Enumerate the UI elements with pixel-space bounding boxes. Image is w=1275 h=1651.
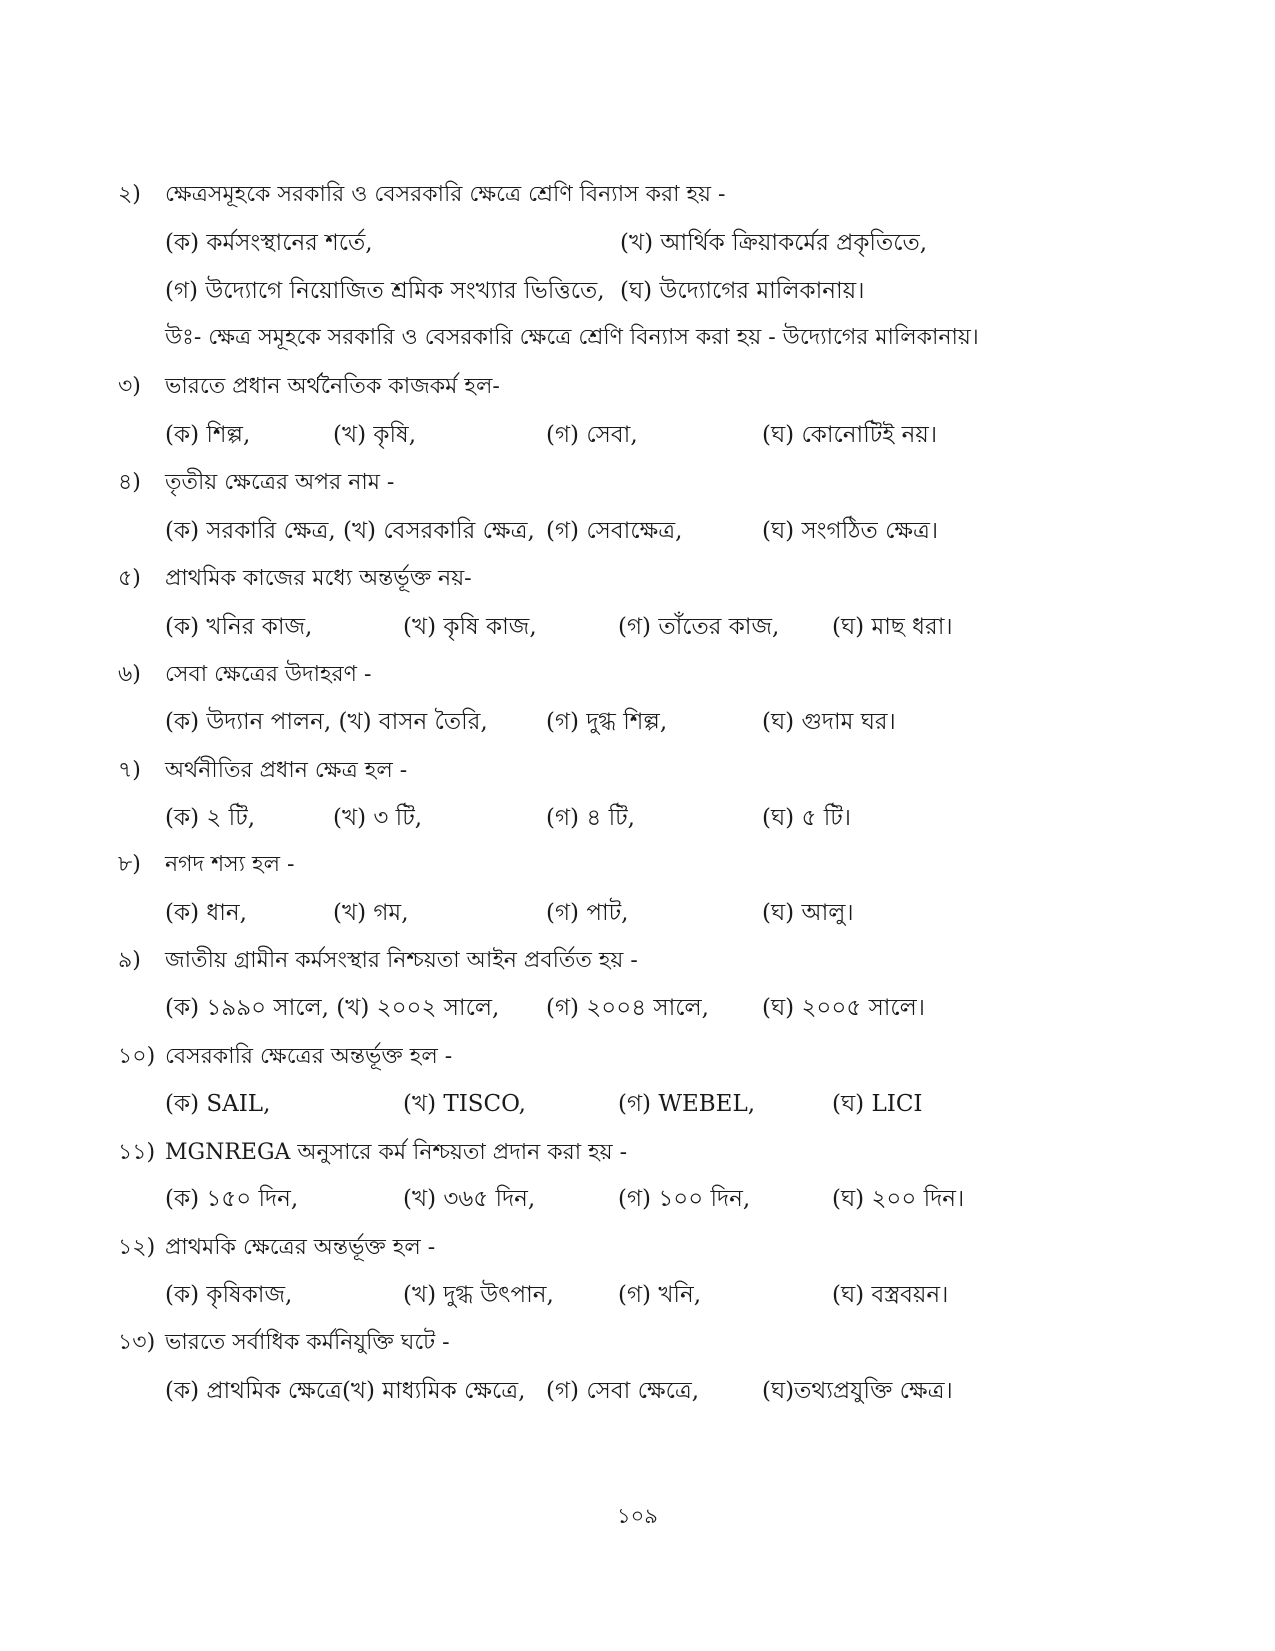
option: (গ) সেবাক্ষেত্র, bbox=[546, 518, 683, 544]
question-text: MGNREGA অনুসারে কর্ম নিশ্চয়তা প্রদান করা হয় - bbox=[165, 1140, 628, 1165]
question-text: ভারতে সর্বাধিক কর্মনিযুক্তি ঘটে - bbox=[165, 1330, 450, 1355]
option: (ঘ)তথ্যপ্রযুক্তি ক্ষেত্র। bbox=[762, 1378, 953, 1404]
option: (ঘ) গুদাম ঘর। bbox=[762, 709, 896, 735]
question-number: ১০) bbox=[118, 1044, 156, 1069]
option: (ঘ) বস্ত্রবয়ন। bbox=[832, 1282, 949, 1308]
question-text: বেসরকারি ক্ষেত্রের অন্তর্ভূক্ত হল - bbox=[165, 1044, 453, 1069]
option: (খ) ৩৬৫ দিন, bbox=[403, 1186, 536, 1212]
question-number: ৩) bbox=[118, 374, 141, 399]
option: (খ) গম, bbox=[333, 900, 409, 926]
question-number: ৯) bbox=[118, 948, 141, 973]
question-text: প্রাথমিক কাজের মধ্যে অন্তর্ভূক্ত নয়- bbox=[165, 566, 472, 591]
option: (গ) ২০০৪ সালে, bbox=[546, 995, 709, 1021]
question-text: ক্ষেত্রসমূহকে সরকারি ও বেসরকারি ক্ষেত্রে শ্রেণি বিন্যাস করা হয় - bbox=[165, 182, 726, 207]
option: (ক) ১৫০ দিন, bbox=[165, 1186, 299, 1212]
option: (গ) WEBEL, bbox=[618, 1091, 756, 1117]
option: (গ) দুগ্ধ শিল্প, bbox=[546, 709, 668, 735]
question-text: প্রাথমকি ক্ষেত্রের অন্তর্ভূক্ত হল - bbox=[165, 1235, 436, 1260]
question-number: ৪) bbox=[118, 470, 141, 495]
option: (ঘ) LICI bbox=[832, 1091, 923, 1117]
option: (ক) ১৯৯০ সালে, (খ) ২০০২ সালে, bbox=[165, 995, 500, 1021]
option: (গ) সেবা, bbox=[546, 422, 638, 448]
option: (খ) TISCO, bbox=[403, 1091, 526, 1117]
option: (গ) খনি, bbox=[618, 1282, 702, 1308]
option: (ক) ২ টি, bbox=[165, 805, 256, 831]
option: (ঘ) সংগঠিত ক্ষেত্র। bbox=[762, 518, 939, 544]
option: (ঘ) উদ্যোগের মালিকানায়। bbox=[620, 278, 865, 304]
option: (খ) দুগ্ধ উৎপান, bbox=[403, 1282, 554, 1308]
option: (ক) উদ্যান পালন, (খ) বাসন তৈরি, bbox=[165, 709, 488, 735]
option: (ক) SAIL, bbox=[165, 1091, 271, 1117]
option: (ক) ধান, bbox=[165, 900, 247, 926]
option: (ক) কর্মসংস্থানের শর্তে, bbox=[165, 230, 373, 256]
question-number: ৭) bbox=[118, 758, 141, 783]
question-number: ৬) bbox=[118, 662, 141, 687]
option: (ঘ) মাছ ধরা। bbox=[832, 614, 953, 640]
option: (ঘ) কোনোটিই নয়। bbox=[762, 422, 938, 448]
option: (ঘ) ২০০ দিন। bbox=[832, 1186, 965, 1212]
option: (খ) কৃষি কাজ, bbox=[403, 614, 537, 640]
question-text: অর্থনীতির প্রধান ক্ষেত্র হল - bbox=[165, 758, 408, 783]
question-text: সেবা ক্ষেত্রের উদাহরণ - bbox=[165, 662, 372, 687]
option: (গ) ৪ টি, bbox=[546, 805, 635, 831]
option: (ক) খনির কাজ, bbox=[165, 614, 313, 640]
option: (ঘ) আলু। bbox=[762, 900, 854, 926]
option: (গ) পাট, bbox=[546, 900, 629, 926]
option: (গ) ১০০ দিন, bbox=[618, 1186, 751, 1212]
option: (ঘ) ৫ টি। bbox=[762, 805, 852, 831]
question-text: জাতীয় গ্রামীন কর্মসংস্থার নিশ্চয়তা আইন প্রবর্তিত হয় - bbox=[165, 948, 638, 973]
page-number: ১০৯ bbox=[617, 1504, 658, 1528]
option: (খ) কৃষি, bbox=[333, 422, 417, 448]
answer-text: উঃ- ক্ষেত্র সমূহকে সরকারি ও বেসরকারি ক্ষেত্রে শ্রেণি বিন্যাস করা হয় - উদ্যোগের মালিকানায়। bbox=[165, 325, 979, 350]
option: (ক) প্রাথমিক ক্ষেত্রে(খ) মাধ্যমিক ক্ষেত্রে, bbox=[165, 1378, 526, 1404]
question-text: তৃতীয় ক্ষেত্রের অপর নাম - bbox=[165, 470, 395, 495]
option: (ঘ) ২০০৫ সালে। bbox=[762, 995, 926, 1021]
option: (গ) তাঁতের কাজ, bbox=[618, 614, 780, 640]
option: (ক) কৃষিকাজ, bbox=[165, 1282, 293, 1308]
question-number: ২) bbox=[118, 182, 141, 207]
option: (খ) ৩ টি, bbox=[333, 805, 423, 831]
question-number: ৫) bbox=[118, 566, 141, 591]
option: (খ) আর্থিক ক্রিয়াকর্মের প্রকৃতিতে, bbox=[620, 230, 928, 256]
option: (গ) সেবা ক্ষেত্রে, bbox=[546, 1378, 700, 1404]
option: (ক) সরকারি ক্ষেত্র, (খ) বেসরকারি ক্ষেত্র, bbox=[165, 518, 535, 544]
question-number: ১২) bbox=[118, 1235, 156, 1260]
question-text: নগদ শস্য হল - bbox=[165, 852, 295, 877]
question-number: ১৩) bbox=[118, 1330, 156, 1355]
question-number: ৮) bbox=[118, 852, 141, 877]
question-number: ১১) bbox=[118, 1140, 156, 1165]
option: (গ) উদ্যোগে নিয়োজিত শ্রমিক সংখ্যার ভিত্তিতে, bbox=[165, 278, 605, 304]
question-text: ভারতে প্রধান অর্থনৈতিক কাজকর্ম হল- bbox=[165, 374, 500, 399]
option: (ক) শিল্প, bbox=[165, 422, 251, 448]
